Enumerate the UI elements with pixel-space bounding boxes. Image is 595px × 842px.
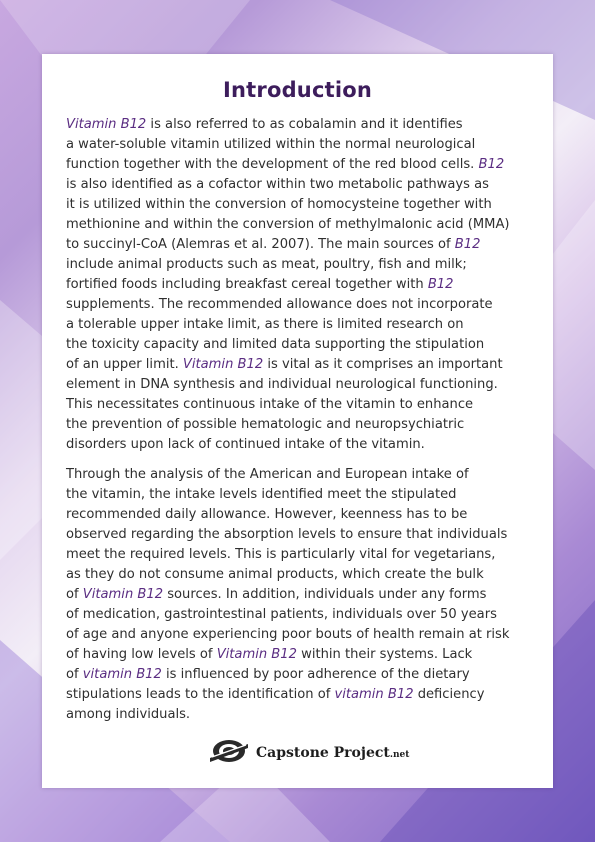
text-segment: supplements. The recommended allowance does not incorporate [66, 297, 493, 312]
text-segment: methionine and within the conversion of methylmalonic acid (MMA) [66, 217, 510, 232]
text-segment: the toxicity capacity and limited data supporting the stipulation [66, 337, 485, 352]
text-line [66, 505, 536, 525]
text-line [66, 565, 536, 585]
text-segment: sources. In addition, individuals under any forms [163, 587, 487, 602]
text-segment: is influenced by poor adherence of the dietary [161, 667, 470, 682]
text-segment: it is utilized within the conversion of homocysteine together with [66, 197, 492, 212]
text-line [66, 705, 536, 725]
text-segment: Through the analysis of the American and European intake of [66, 467, 469, 482]
page-title: Introduction [222, 78, 373, 102]
text-line [66, 135, 536, 155]
text-segment: a tolerable upper intake limit, as there is limited research on [66, 317, 464, 332]
text-segment: the vitamin, the intake levels identified meet the stipulated [66, 487, 457, 502]
text-line [66, 335, 536, 355]
brand-suffix: .net [389, 750, 410, 760]
text-segment: the prevention of possible hematologic and neuropsychiatric [66, 417, 465, 432]
text-line [66, 685, 536, 705]
highlighted-term: Vitamin B12 [66, 117, 147, 132]
text-line [66, 315, 536, 335]
text-segment: among individuals. [66, 707, 191, 722]
text-segment: of [66, 587, 83, 602]
text-segment: is also referred to as cobalamin and it identifies [146, 117, 463, 132]
text-segment: This necessitates continuous intake of the vitamin to enhance [66, 397, 474, 412]
text-segment: fortified foods including breakfast cereal together with [66, 277, 428, 292]
text-segment: of age and anyone experiencing poor bouts of health remain at risk [66, 627, 510, 642]
text-segment: to succinyl-CoA (Alemras et al. 2007). The main sources of [66, 237, 455, 252]
text-line [66, 585, 536, 605]
highlighted-term: B12 [427, 277, 454, 292]
text-segment: meet the required levels. This is particularly vital for vegetarians, [66, 547, 496, 562]
highlighted-term: Vitamin B12 [82, 587, 164, 602]
text-segment: disorders upon lack of continued intake of the vitamin. [66, 437, 425, 452]
text-line [66, 665, 536, 685]
text-segment: of [66, 667, 83, 682]
text-segment: is also identified as a cofactor within two metabolic pathways as [66, 177, 489, 192]
text-line [66, 275, 536, 295]
text-line [66, 215, 536, 235]
text-line [66, 155, 536, 175]
text-line [66, 295, 536, 315]
text-segment: element in DNA synthesis and individual neurological functioning. [66, 377, 498, 392]
text-line [66, 465, 536, 485]
text-segment: a water-soluble vitamin utilized within the normal neurological [66, 137, 476, 152]
text-line [66, 255, 536, 275]
text-line [66, 195, 536, 215]
text-line [66, 435, 536, 455]
paragraph [66, 115, 536, 455]
text-line [66, 375, 536, 395]
capstone-logo-icon [210, 738, 248, 768]
text-line [66, 395, 536, 415]
highlighted-term: vitamin B12 [82, 667, 162, 682]
text-line [66, 115, 536, 135]
text-segment: within their systems. Lack [296, 647, 473, 662]
text-segment: deficiency [413, 687, 485, 702]
text-line [66, 415, 536, 435]
text-line [66, 525, 536, 545]
highlighted-term: B12 [454, 237, 481, 252]
text-line [66, 625, 536, 645]
text-segment: of having low levels of [66, 647, 217, 662]
highlighted-term: vitamin B12 [334, 687, 414, 702]
text-segment: of an upper limit. [66, 357, 183, 372]
highlighted-term: B12 [478, 157, 505, 172]
footer-brand [210, 737, 409, 769]
text-segment: function together with the development of the red blood cells. [66, 157, 479, 172]
text-segment: of medication, gastrointestinal patients, individuals over 50 years [66, 607, 497, 622]
text-line [66, 355, 536, 375]
text-line [66, 545, 536, 565]
text-segment: include animal products such as meat, poultry, fish and milk; [66, 257, 467, 272]
text-segment: as they do not consume animal products, which create the bulk [66, 567, 484, 582]
text-segment: observed regarding the absorption levels to ensure that individuals [66, 527, 508, 542]
document-body [66, 115, 536, 735]
paragraph [66, 465, 536, 725]
text-segment: is vital as it comprises an important [263, 357, 503, 372]
brand-title: Capstone Project [256, 745, 390, 761]
highlighted-term: Vitamin B12 [216, 647, 297, 662]
text-line [66, 235, 536, 255]
text-line [66, 485, 536, 505]
text-line [66, 175, 536, 195]
text-line [66, 605, 536, 625]
text-segment: recommended daily allowance. However, keenness has to be [66, 507, 468, 522]
brand-name [256, 745, 409, 761]
highlighted-term: Vitamin B12 [182, 357, 264, 372]
text-segment: stipulations leads to the identification of [66, 687, 335, 702]
text-line [66, 645, 536, 665]
